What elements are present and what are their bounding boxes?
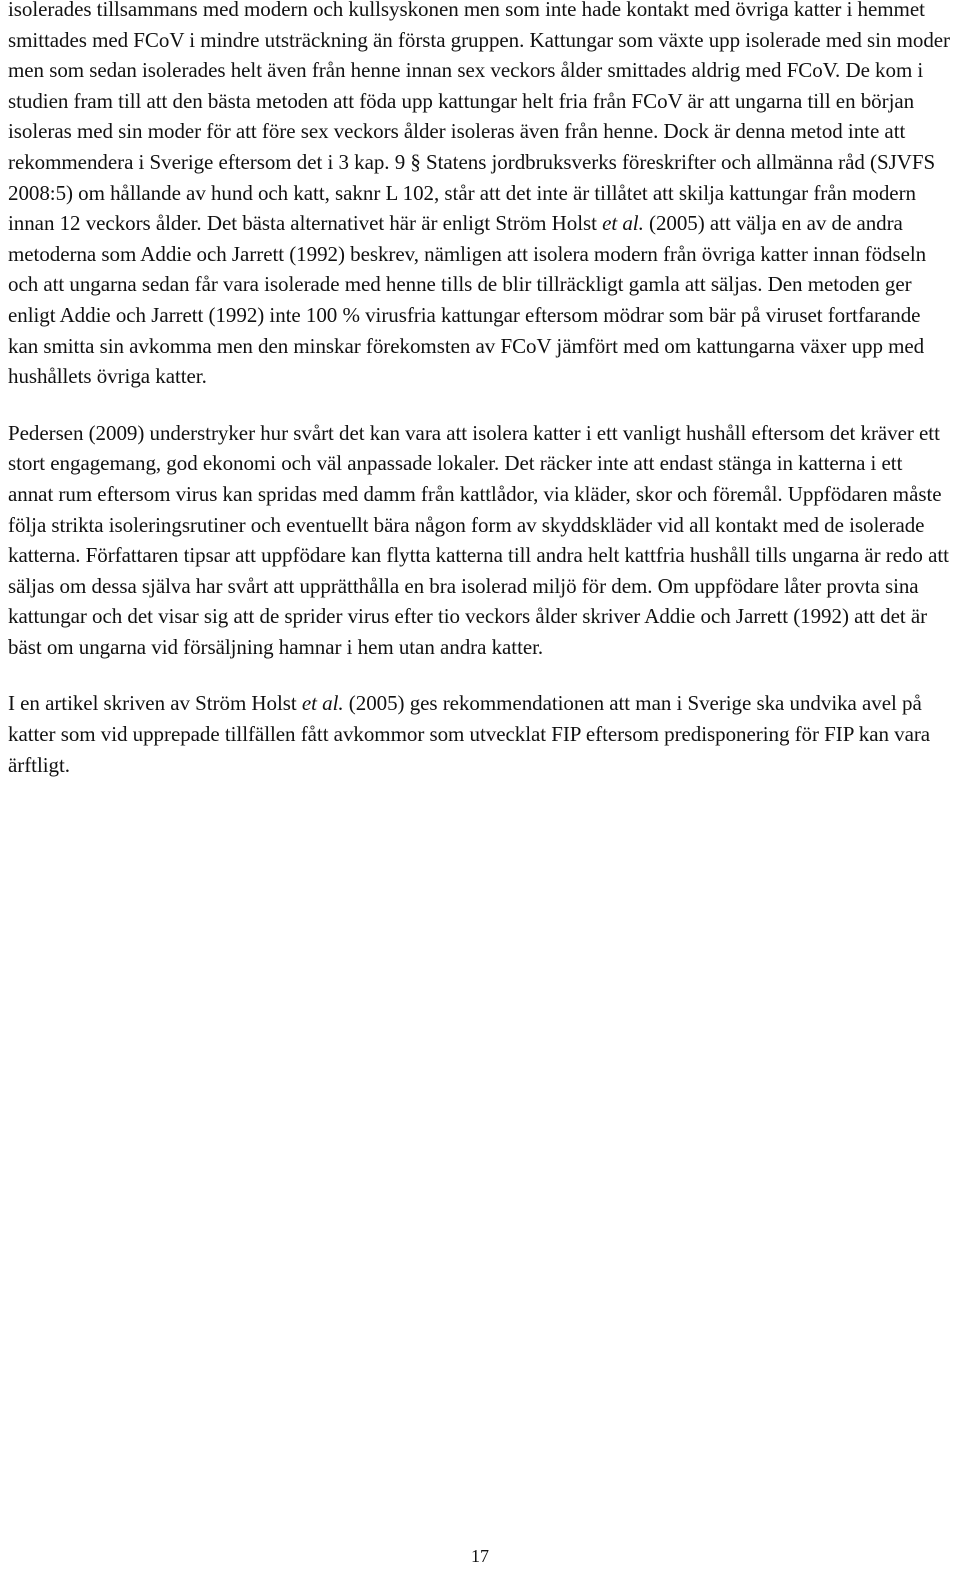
paragraph-1: [8, 0, 952, 392]
paragraph-2-text: Pedersen (2009) understryker hur svårt det kan vara att isolera katter i ett vanligt hushåll eftersom det kräver ett stort engagemang, god ekonomi och väl anpassade lokaler. Det räcker inte att endast stänga in katterna i ett annat rum eftersom virus kan spridas med damm från kattlådor, via kläder, skor och föremål. Uppfödaren måste följa strikta isoleringsrutiner och eventuellt bära någon form av skyddskläder vid all kontakt med de isolerade katterna. Författaren tipsar att uppfödare kan flytta katterna till andra helt kattfria hushåll tills ungarna är redo att säljas om dessa själva har svårt att upprätthålla en bra isolerad miljö för dem. Om uppfödare låter provta sina kattungar och det visar sig att de sprider virus efter tio veckors ålder skriver Addie och Jarrett (1992) att det är bäst om ungarna vid försäljning hamnar i hem utan andra katter.: [8, 420, 949, 659]
paragraph-3-text-a: I en artikel skriven av Ström Holst: [8, 691, 302, 716]
paragraph-1-italic-et-al: et al.: [602, 211, 644, 236]
paragraph-2: [8, 418, 952, 663]
paragraph-1-text-a: isolerades tillsammans med modern och kullsyskonen men som inte hade kontakt med övriga katter i hemmet smittades med FCoV i mindre utsträckning än första gruppen. Kattungar som växte upp isolerade med sin moder men som sedan isolerades helt även från henne innan sex veckors ålder smittades aldrig med FCoV. De kom i studien fram till att den bästa metoden att föda upp kattungar helt fria från FCoV är att ungarna till en början isoleras med sin moder för att före sex veckors ålder isoleras även från henne. Dock är denna metod inte att rekommendera i Sverige eftersom det i 3 kap. 9 § Statens jordbruksverks föreskrifter och allmänna råd (SJVFS 2008:5) om hållande av hund och katt, saknr L 102, står att det inte är tillåtet att skilja kattungar från modern innan 12 veckors ålder. Det bästa alternativet här är enligt Ström Holst: [8, 0, 950, 236]
paragraph-3: [8, 688, 952, 780]
document-page: [8, 0, 952, 1582]
paragraph-1-text-b: (2005) att välja en av de andra metoderna som Addie och Jarrett (1992) beskrev, nämligen att isolera modern från övriga katter innan födseln och att ungarna sedan får vara isolerade med henne tills de blir tillräckligt gamla att säljas. Den metoden ger enligt Addie och Jarrett (1992) inte 100 % virusfria kattungar eftersom mödrar som bär på viruset fortfarande kan smitta sin avkomma men den minskar förekomsten av FCoV jämfört med om kattungarna växer upp med hushållets övriga katter.: [8, 211, 927, 389]
page-number: 17: [471, 1546, 489, 1566]
paragraph-3-italic-et-al: et al.: [301, 691, 344, 716]
paragraph-3-text-b: (2005) ges rekommendationen att man i Sverige ska undvika avel på katter som vid upprepade tillfällen fått avkommor som utvecklat FIP eftersom predisponering för FIP kan vara ärftligt.: [8, 691, 931, 777]
